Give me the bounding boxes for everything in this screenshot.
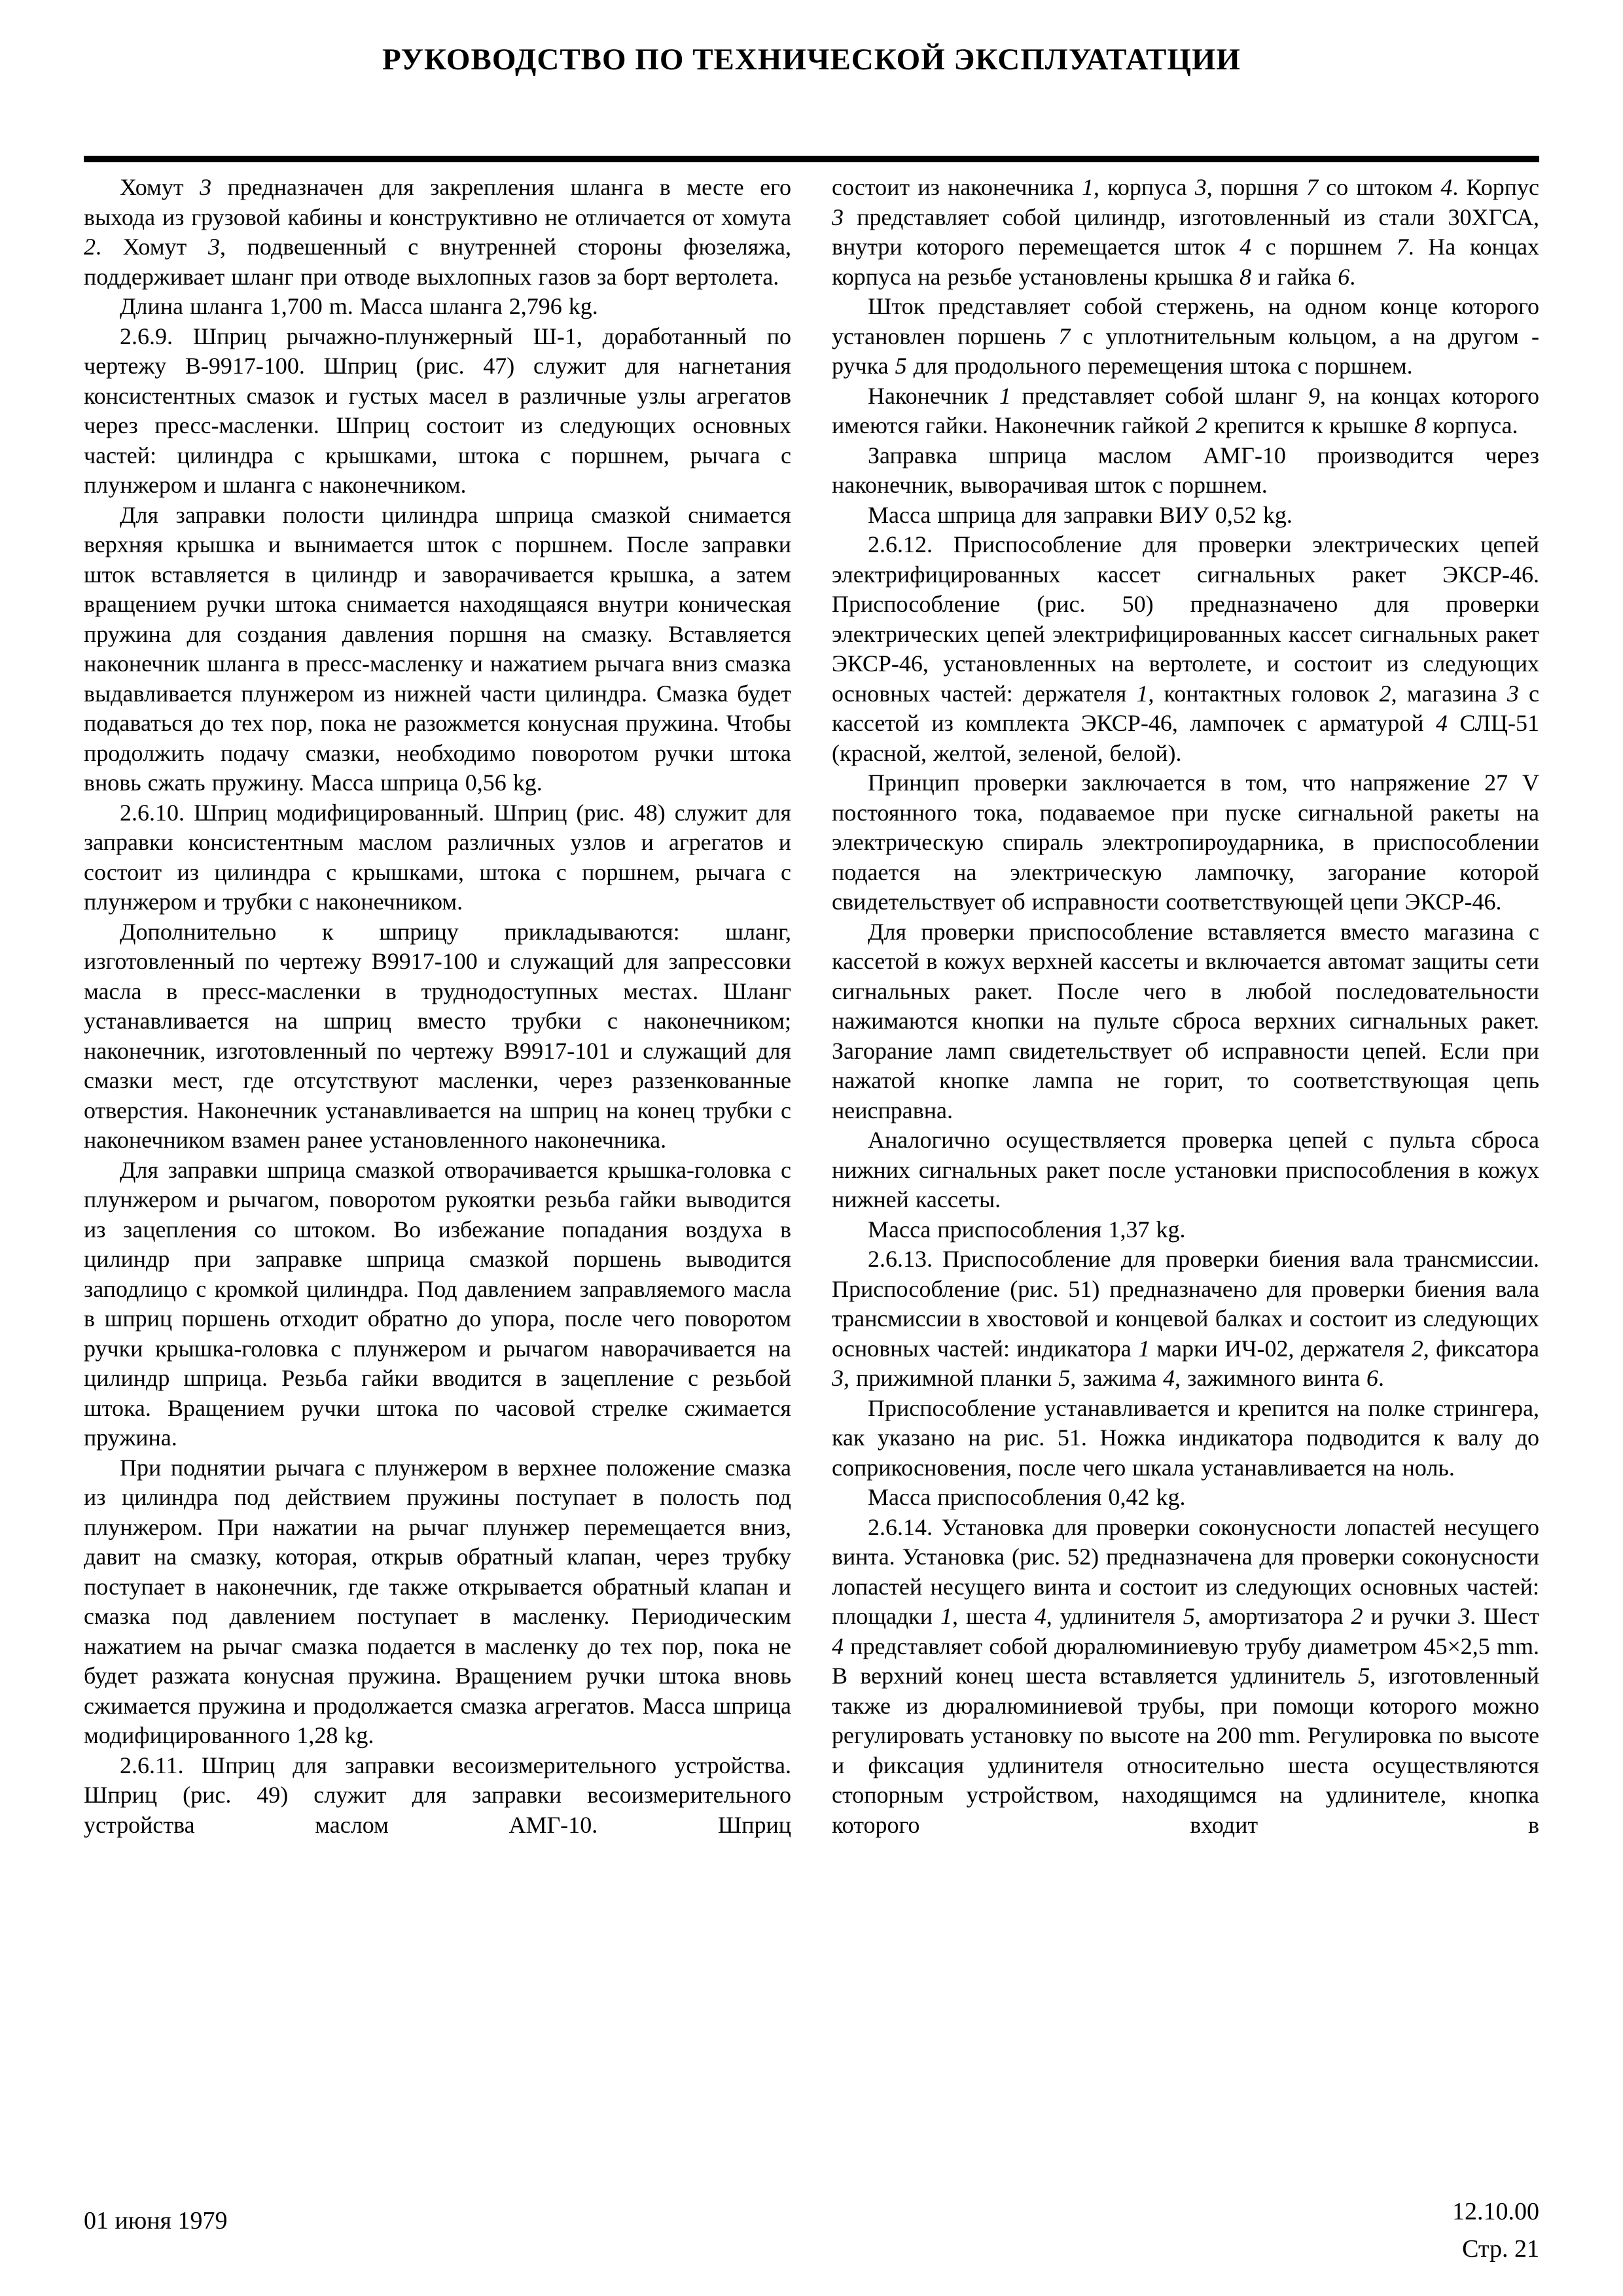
paragraph: 2.6.12. Приспособление для проверки электрических цепей электрифицированных кассет сигнальных ракет ЭКСР-46. Приспособление (рис. 50) предназначено для проверки электрических цепей электрифицированных кассет сигнальных ракет ЭКСР-46, установленных на вертолете, и состоит из следующих основных частей: держателя 1, контактных головок 2, магазина 3 с кассетой из комплекта ЭКСР-46, лампочек с арматурой 4 СЛЦ-51 (красной, желтой, зеленой, белой). [832,531,1539,766]
paragraph: 2.6.14. Установка для проверки соконусности лопастей несущего винта. Установка (рис. 52) предназначена для проверки соконусности лопастей несущего винта и состоит из следующих основных частей: площадки 1, шеста 4, удлинителя 5, амортизатора 2 и ручки 3. Шест 4 представляет собой дюралюминиевую трубу диаметром 45×2,5 mm. В верхний конец шеста вставляется удлинитель 5, изготовленный также из дюралюминиевой трубы, при помощи которого можно регулировать установку по высоте на 200 mm. Регулировка по высоте и фиксация удлинителя относительно шеста осуществляются стопорным устройством, находящимся на удлинителе, кнопка которого входит в [832,1513,1539,1838]
paragraph: состоит из наконечника 1, корпуса 3, поршня 7 со штоком 4. Корпус 3 представляет собой цилиндр, изготовленный из стали 30ХГСА, внутри которого перемещается шток 4 с поршнем 7. На концах корпуса на резьбе установлены крышка 8 и гайка 6. [832,174,1539,290]
paragraph: Принцип проверки заключается в том, что напряжение 27 V постоянного тока, подаваемое при пуске сигнальной ракеты на электрическую спираль электропироударника, в приспособлении подается на электрическую лампочку, загорание которой свидетельствует об исправности соответствующей цепи ЭКСР-46. [832,769,1539,915]
paragraph: 2.6.11. Шприц для заправки весоизмерительного устройства. Шприц (рис. 49) служит для заправки весоизмерительного устройства маслом АМГ-10. Шприц [84,1752,791,1838]
paragraph: Для проверки приспособление вставляется вместо магазина с кассетой в кожух верхней кассеты и включается автомат защиты сети сигнальных ракет. После чего в любой последовательности нажимаются кнопки на пульте сброса верхних сигнальных ракет. Загорание ламп свидетельствует об исправности цепей. Если при нажатой кнопке лампа не горит, то соответствующая цепь неисправна. [832,918,1539,1123]
paragraph: Масса приспособления 1,37 kg. [868,1216,1186,1243]
paragraph: Аналогично осуществляется проверка цепей с пульта сброса нижних сигнальных ракет после установки приспособления в кожух нижней кассеты. [832,1127,1539,1212]
footer-section-number: 12.10.00 [1452,2198,1539,2225]
paragraph: 2.6.10. Шприц модифицированный. Шприц (рис. 48) служит для заправки консистентным маслом различных узлов и агрегатов и состоит из цилиндра с крышками, штока с поршнем, рычага с плунжером и трубки с наконечником. [84,799,791,915]
text-columns [84,173,1539,2191]
footer-date: 01 июня 1979 [84,2207,228,2234]
paragraph: Длина шланга 1,700 m. Масса шланга 2,796 kg. [120,293,598,319]
paragraph: Заправка шприца маслом АМГ-10 производится через наконечник, выворачивая шток с поршнем. [832,442,1539,498]
paragraph: Для заправки шприца смазкой отворачивается крышка-головка с плунжером и рычагом, поворотом рукоятки резьба гайки выводится из зацепления со штоком. Во избежание попадания воздуха в цилиндр при заправке шприца смазкой поршень выводится заподлицо с кромкой цилиндра. Под давлением заправляемого масла в шприц поршень отходит обратно до упора, после чего поворотом ручки крышка-головка с плунжером и рычагом наворачивается на цилиндр шприца. Резьба гайки вводится в зацепление с резьбой штока. Вращением ручки штока по часовой стрелке сжимается пружина. [84,1156,791,1451]
paragraph: 2.6.13. Приспособление для проверки биения вала трансмиссии. Приспособление (рис. 51) предназначено для проверки биения вала трансмиссии в хвостовой и концевой балках и состоит из следующих основных частей: индикатора 1 марки ИЧ-02, держателя 2, фиксатора 3, прижимной планки 5, зажима 4, зажимного винта 6. [832,1246,1539,1391]
paragraph: Масса шприца для заправки ВИУ 0,52 kg. [868,501,1293,528]
page-title: РУКОВОДСТВО ПО ТЕХНИЧЕСКОЙ ЭКСПЛУАТАТЦИИ [382,43,1241,77]
footer-page-number: Стр. 21 [1462,2235,1539,2263]
footer-right-block [1452,2193,1539,2268]
paragraph: 2.6.9. Шприц рычажно-плунжерный Ш-1, доработанный по чертежу В-9917-100. Шприц (рис. 47) служит для нагнетания консистентных смазок и густых масел в различные узлы агрегатов через пресс-масленки. Шприц состоит из следующих основных частей: цилиндра с крышками, штока с поршнем, рычага с плунжером и шланга с наконечником. [84,323,791,498]
paragraph: Приспособление устанавливается и крепится на полке стрингера, как указано на рис. 51. Ножка индикатора подводится к валу до соприкосновения, после чего шкала устанавливается на ноль. [832,1394,1539,1481]
paragraph: Наконечник 1 представляет собой шланг 9, на концах которого имеются гайки. Наконечник гайкой 2 крепится к крышке 8 корпуса. [832,382,1539,438]
paragraph: Хомут 3 предназначен для закрепления шланга в месте его выхода из грузовой кабины и конструктивно не отличается от хомута 2. Хомут 3, подвешенный с внутренней стороны фюзеляжа, поддерживает шланг при отводе выхлопных газов за борт вертолета. [84,174,792,290]
paragraph: При поднятии рычага с плунжером в верхнее положение смазка из цилиндра под действием пружины поступает в полость под плунжером. При нажатии на рычаг плунжер перемещается вниз, давит на смазку, которая, открыв обратный клапан, через трубку поступает в наконечник, где также открывается обратный клапан и смазка под давлением поступает в масленку. Периодическим нажатием на рычаг смазка подается в масленку до тех пор, пока не будет разжата конусная пружина. Вращением ручки штока вновь сжимается пружина и продолжается смазка агрегатов. Масса шприца модифицированного 1,28 kg. [84,1454,791,1748]
paragraph: Для заправки полости цилиндра шприца смазкой снимается верхняя крышка и вынимается шток с поршнем. После заправки шток вставляется в цилиндр и заворачивается крышка, а затем вращением ручки штока снимается находящаяся внутри коническая пружина для создания давления поршня на смазку. Вставляется наконечник шланга в пресс-масленку и нажатием рычага вниз смазка выдавливается плунжером из нижней части цилиндра. Смазка будет подаваться до тех пор, пока не разожмется конусная пружина. Чтобы продолжить подачу смазки, необходимо поворотом ручки штока вновь сжать пружину. Масса шприца 0,56 kg. [84,501,791,796]
column-right [832,173,1539,2191]
paragraph: Масса приспособления 0,42 kg. [868,1484,1186,1510]
column-left [84,173,791,2191]
paragraph: Дополнительно к шприцу прикладываются: шланг, изготовленный по чертежу В9917-100 и служащий для запрессовки масла в пресс-масленки в труднодоступных местах. Шланг устанавливается на шприц вместо трубки с наконечником; наконечник, изготовленный по чертежу В9917-101 и служащий для смазки мест, где отсутствуют масленки, через раззенкованные отверстия. Наконечник устанавливается на шприц на конец трубки с наконечником взамен ранее установленного наконечника. [84,918,791,1153]
title-rule-divider [84,156,1539,162]
paragraph: Шток представляет собой стержень, на одном конце которого установлен поршень 7 с уплотнительным кольцом, а на другом - ручка 5 для продольного перемещения штока с поршнем. [832,293,1539,379]
